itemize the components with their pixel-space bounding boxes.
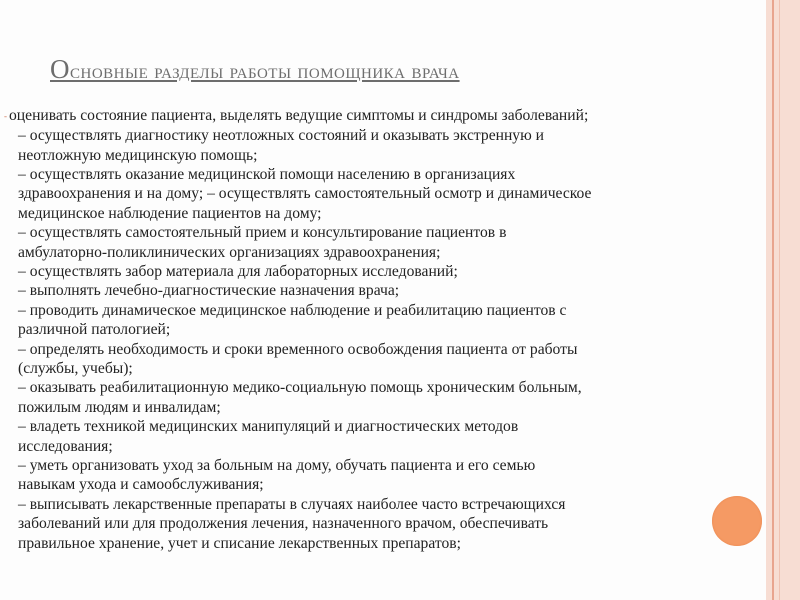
body-line-text: – выполнять лечебно-диагностические назначения врача; bbox=[18, 282, 400, 300]
body-line-text: амбулаторно-поликлинических организациях здравоохранения; bbox=[18, 243, 441, 261]
body-line-text: – осуществлять самостоятельный прием и консультирование пациентов в bbox=[18, 224, 507, 242]
decorative-right-line-thin bbox=[779, 0, 780, 600]
body-line-text: медицинское наблюдение пациентов на дому; bbox=[18, 204, 322, 222]
body-line-text: – владеть техникой медицинских манипуляций и диагностических методов bbox=[18, 418, 519, 436]
body-line-text: заболеваний или для продолжения лечения, назначенного врачом, обеспечивать bbox=[18, 515, 549, 533]
body-line bbox=[18, 301, 778, 320]
body-line-text: (службы, учебы); bbox=[18, 360, 133, 377]
body-line bbox=[18, 223, 778, 242]
body-line-text: – осуществлять забор материала для лабораторных исследований; bbox=[18, 262, 458, 280]
body-line bbox=[18, 262, 778, 281]
body-line bbox=[18, 146, 778, 165]
body-line bbox=[18, 514, 778, 533]
body-line-text: исследования; bbox=[18, 437, 113, 455]
orange-circle-decoration bbox=[712, 496, 762, 546]
body-line bbox=[18, 495, 778, 514]
body-line bbox=[4, 106, 778, 126]
body-line bbox=[18, 320, 778, 339]
body-line bbox=[18, 456, 778, 475]
body-line bbox=[18, 204, 778, 223]
body-line bbox=[18, 398, 778, 417]
body-line-text: правильное хранение, учет и списание лекарственных препаратов; bbox=[18, 534, 461, 552]
body-line bbox=[18, 340, 778, 359]
body-line-text: – оказывать реабилитационную медико-социальную помощь хроническим больным, bbox=[18, 379, 582, 397]
slide-title bbox=[50, 54, 730, 85]
body-line-text: здравоохранения и на дому; – осуществлять самостоятельный осмотр и динамическое bbox=[18, 185, 592, 203]
body-line-text: навыкам ухода и самообслуживания; bbox=[18, 476, 264, 494]
body-line bbox=[18, 184, 778, 203]
body-line-text: – проводить динамическое медицинское наблюдение и реабилитацию пациентов с bbox=[18, 301, 567, 319]
slide-body bbox=[4, 106, 778, 553]
body-line bbox=[18, 165, 778, 184]
body-line bbox=[18, 359, 778, 378]
bullet-mark: - bbox=[4, 110, 7, 121]
body-line bbox=[18, 437, 778, 456]
body-line bbox=[18, 534, 778, 553]
body-line bbox=[18, 243, 778, 262]
body-line-text: – выписывать лекарственные препараты в случаях наиболее часто встречающихся bbox=[18, 495, 566, 513]
body-line-text: – определять необходимость и сроки временного освобождения пациента от работы bbox=[18, 340, 578, 358]
body-line bbox=[18, 281, 778, 300]
slide-title-initial: О bbox=[50, 54, 70, 84]
body-line-text: различной патологией; bbox=[18, 321, 171, 339]
body-line bbox=[18, 126, 778, 145]
body-line-text: – осуществлять оказание медицинской помощи населению в организациях bbox=[18, 165, 516, 183]
body-line bbox=[18, 417, 778, 436]
body-line-text: оценивать состояние пациента, выделять ведущие симптомы и синдромы заболеваний; bbox=[9, 107, 589, 124]
slide-title-rest: сновные разделы работы помощника врача bbox=[70, 58, 460, 83]
body-line bbox=[18, 475, 778, 494]
body-line bbox=[18, 378, 778, 397]
body-line-text: – уметь организовать уход за больным на дому, обучать пациента и его семью bbox=[18, 457, 536, 475]
body-line-text: – осуществлять диагностику неотложных состояний и оказывать экстренную и bbox=[18, 127, 544, 145]
body-line-text: неотложную медицинскую помощь; bbox=[18, 146, 258, 164]
body-line-text: пожилым людям и инвалидам; bbox=[18, 398, 221, 416]
